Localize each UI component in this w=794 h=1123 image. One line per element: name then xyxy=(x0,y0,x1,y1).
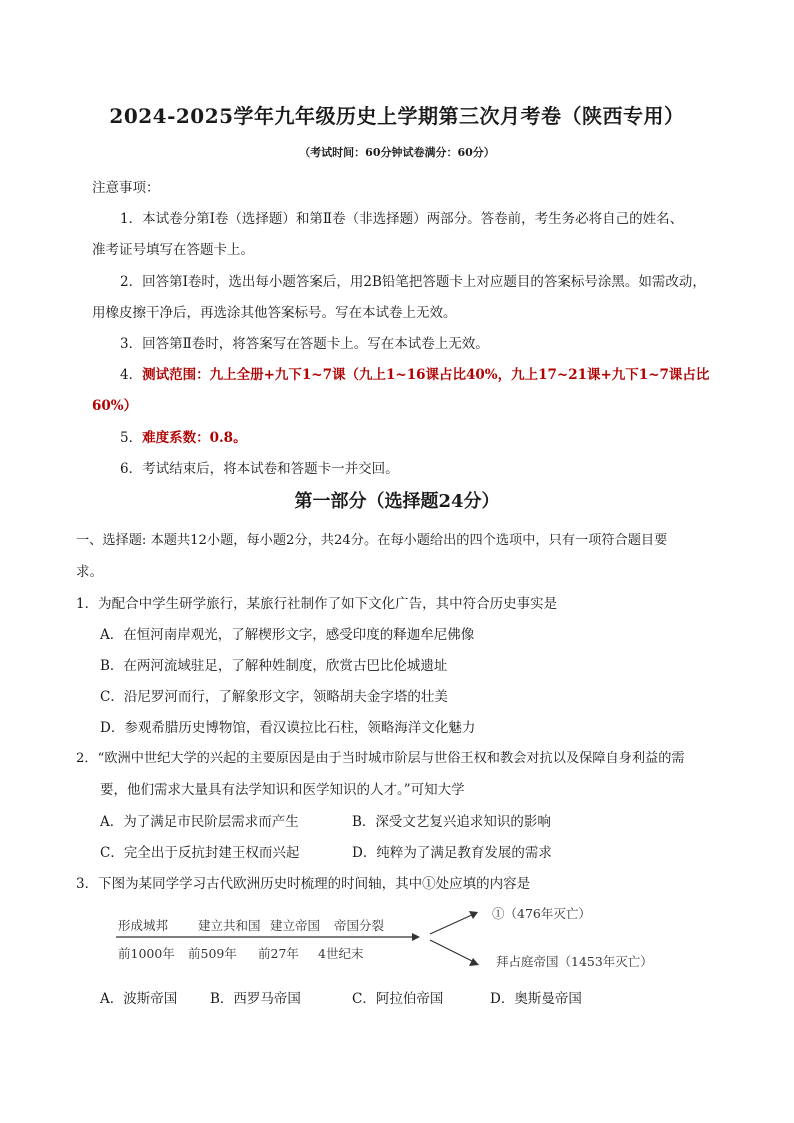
question-1-option-b: B．在两河流域驻足，了解种姓制度，欣赏古巴比伦城遗址 xyxy=(100,658,448,674)
question-2-option-b: B．深受文艺复兴追求知识的影响 xyxy=(352,814,551,830)
timeline-date-2: 前509年 xyxy=(188,946,237,961)
timeline-event-3: 建立帝国 xyxy=(270,918,321,933)
notice-item-4-cont: 60%） xyxy=(92,398,138,414)
timeline-branch-down xyxy=(430,940,474,962)
question-1-option-a: A．在恒河南岸观光，了解楔形文字，感受印度的释迦牟尼佛像 xyxy=(100,627,475,643)
notice-item-4 xyxy=(120,363,709,383)
timeline-event-2: 建立共和国 xyxy=(198,918,261,933)
timeline-event-1: 形成城邦 xyxy=(118,918,169,933)
section-title: 第一部分（选择题24分） xyxy=(294,491,500,512)
notice-item-4-scope: 测试范围：九上全册+九下1~7课（九上1~16课占比40%，九上17~21课+九下1~7课占比 xyxy=(142,367,710,383)
timeline-branch-bottom-label: 拜占庭帝国（1453年灭亡） xyxy=(496,954,653,969)
question-1-stem: 1．为配合中学生研学旅行，某旅行社制作了如下文化广告，其中符合历史事实是 xyxy=(76,596,558,612)
timeline-branch-down-arrowhead xyxy=(469,958,479,966)
notice-item-2: 2．回答第Ⅰ卷时，选出每小题答案后，用2B铅笔把答题卡上对应题目的答案标号涂黑。如需改动， xyxy=(120,274,706,290)
question-3-option-b: B．西罗马帝国 xyxy=(210,991,301,1007)
question-2-option-c: C．完全出于反抗封建王权而兴起 xyxy=(100,845,300,861)
notice-item-2-cont: 用橡皮擦干净后，再选涂其他答案标号。写在本试卷上无效。 xyxy=(92,305,457,321)
notice-heading: 注意事项： xyxy=(92,180,160,196)
timeline-branch-up-arrowhead xyxy=(469,911,478,919)
notice-item-1: 1．本试卷分第Ⅰ卷（选择题）和第Ⅱ卷（非选择题）两部分。答卷前，考生务必将自己的姓名、 xyxy=(120,211,684,227)
question-3-option-a: A．波斯帝国 xyxy=(100,991,178,1007)
notice-item-1-cont: 准考证号填写在答题卡上。 xyxy=(92,242,254,258)
question-2-stem-cont: 要，他们需求大量具有法学知识和医学知识的人才。”可知大学 xyxy=(100,782,465,798)
question-3-option-d: D．奥斯曼帝国 xyxy=(490,991,582,1007)
timeline-branch-up xyxy=(430,914,474,934)
timeline-date-3: 前27年 xyxy=(258,946,299,961)
section-intro: 一、选择题: 本题共12小题，每小题2分，共24分。在每小题给出的四个选项中，只有一项符合题目要 xyxy=(76,533,668,548)
question-1-option-c: C．沿尼罗河而行，了解象形文字，领略胡夫金字塔的壮美 xyxy=(100,689,448,705)
notice-item-5 xyxy=(120,426,247,446)
notice-item-4-number: 4． xyxy=(120,367,143,383)
question-1-option-d: D．参观希腊历史博物馆，看汉谟拉比石柱，领略海洋文化魅力 xyxy=(100,720,476,736)
timeline-branch-top-label: ①（476年灭亡） xyxy=(492,906,591,921)
question-3-option-c: C．阿拉伯帝国 xyxy=(352,991,444,1007)
timeline-date-4: 4世纪末 xyxy=(318,946,364,961)
question-2-stem: 2．“欧洲中世纪大学的兴起的主要原因是由于当时城市阶层与世俗王权和教会对抗以及保障自身利益的需 xyxy=(76,751,685,766)
exam-subtitle: （考试时间：60分钟试卷满分：60分） xyxy=(299,146,495,159)
exam-title: 2024-2025学年九年级历史上学期第三次月考卷（陕西专用） xyxy=(109,104,685,128)
question-2-option-a: A．为了满足市民阶层需求而产生 xyxy=(100,814,299,830)
notice-item-3: 3．回答第Ⅱ卷时，将答案写在答题卡上。写在本试卷上无效。 xyxy=(120,336,489,352)
timeline-diagram xyxy=(112,900,692,975)
notice-item-6: 6．考试结束后，将本试卷和答题卡一并交回。 xyxy=(120,461,399,477)
timeline-axis-arrowhead xyxy=(412,933,420,941)
section-intro-cont: 求。 xyxy=(76,564,103,580)
notice-item-5-difficulty: 难度系数：0.8。 xyxy=(142,430,247,446)
question-2-option-d: D．纯粹为了满足教育发展的需求 xyxy=(352,845,552,861)
timeline-date-1: 前1000年 xyxy=(118,946,175,961)
timeline-event-4: 帝国分裂 xyxy=(334,918,385,933)
question-3-stem: 3．下图为某同学学习古代欧洲历史时梳理的时间轴，其中①处应填的内容是 xyxy=(76,876,531,892)
notice-item-5-number: 5． xyxy=(120,430,143,446)
